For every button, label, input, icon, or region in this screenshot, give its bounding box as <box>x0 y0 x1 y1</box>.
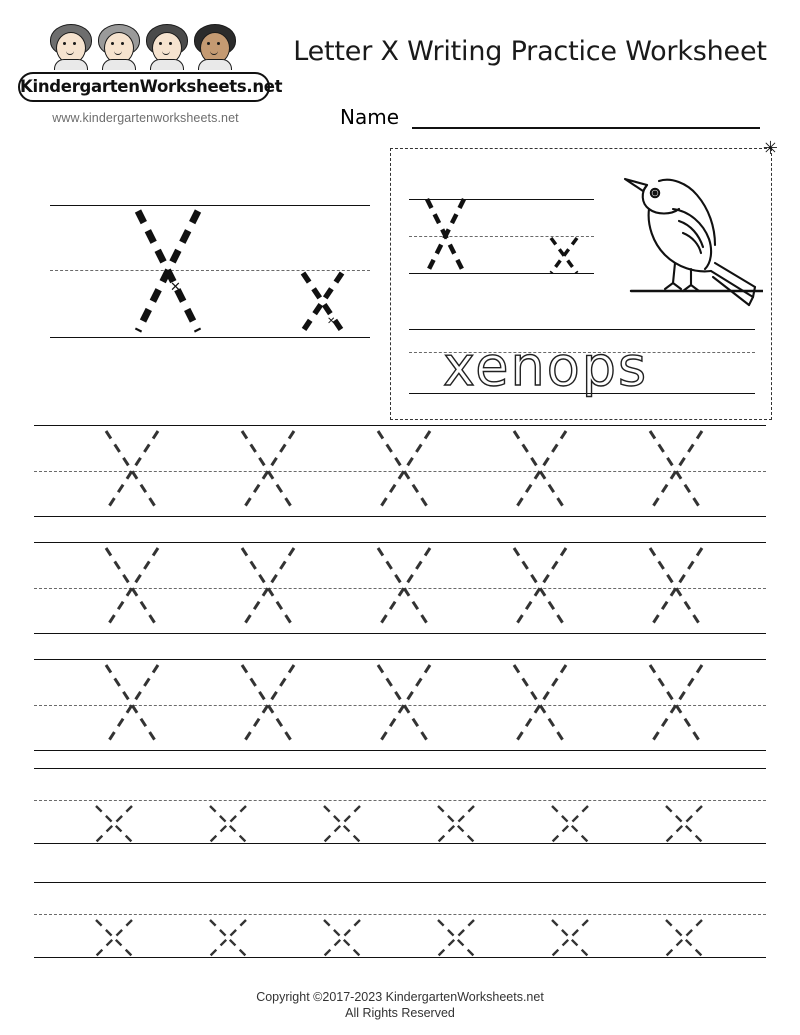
trace-letters <box>34 768 766 858</box>
practice-row-uppercase-3[interactable] <box>34 659 766 755</box>
kid-figure <box>144 24 188 70</box>
svg-text:✕: ✕ <box>170 280 181 295</box>
name-field-row <box>340 105 760 135</box>
practice-row-uppercase-2[interactable] <box>34 542 766 638</box>
site-logo[interactable] <box>18 24 283 125</box>
practice-row-uppercase-1[interactable] <box>34 425 766 521</box>
example-letter-strokes <box>409 193 609 333</box>
kid-figure <box>96 24 140 70</box>
asterisk-icon: ✳ <box>762 138 778 158</box>
trace-letters <box>34 882 766 972</box>
example-box <box>390 138 778 420</box>
practice-row-lowercase-1[interactable] <box>34 768 766 858</box>
site-url: www.kindergartenworksheets.net <box>52 111 239 125</box>
logo-text: KindergartenWorksheets.net <box>20 77 283 96</box>
word-guide-top <box>409 329 755 330</box>
name-label: Name <box>340 105 400 129</box>
svg-text:✕: ✕ <box>327 316 336 327</box>
bird-icon <box>603 159 763 319</box>
sample-letter-area <box>50 205 370 345</box>
trace-letters <box>34 542 766 638</box>
trace-letters <box>34 425 766 521</box>
page-footer <box>0 989 800 1021</box>
example-word: xenops <box>443 335 649 398</box>
four-kids-icon <box>26 24 246 70</box>
trace-letters <box>34 659 766 755</box>
page-header <box>0 0 800 150</box>
sample-strokes <box>50 205 370 345</box>
kid-figure <box>192 24 236 70</box>
copyright-text: Copyright ©2017-2023 KindergartenWorksheets.net <box>256 990 544 1004</box>
rights-text: All Rights Reserved <box>345 1006 455 1020</box>
logo-banner <box>18 72 283 102</box>
name-input-line[interactable] <box>412 127 760 129</box>
practice-row-lowercase-2[interactable] <box>34 882 766 972</box>
page-title: Letter X Writing Practice Worksheet <box>293 36 767 67</box>
kid-figure <box>48 24 92 70</box>
